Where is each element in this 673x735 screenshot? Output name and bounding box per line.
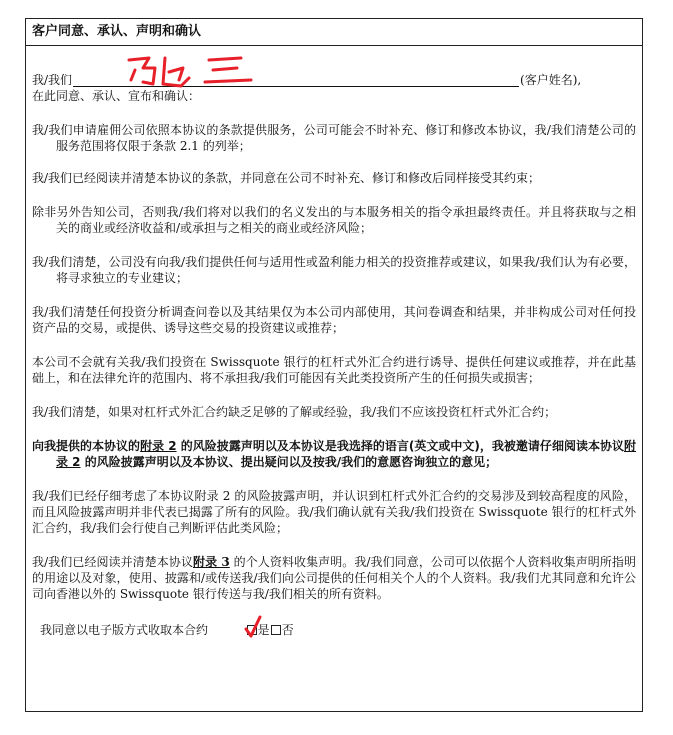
section-title: 客户同意、承认、声明和确认 [26, 19, 642, 46]
bold-clause-text: 的风险披露声明以及本协议是我选择的语言(英文或中文)，我被邀请仔细阅读本协议 [176, 439, 624, 453]
clause-instruction-liability: 除非另外告知公司，否则我/我们将对以我们的名义发出的与本服务相关的指令承担最终责任。并且将获取与之相关的商业或经济收益和/或承担与之相关的商业或经济风险； [32, 205, 636, 235]
name-suffix: (客户姓名), [520, 73, 582, 87]
clause-no-inducement: 本公司不会就有关我/我们投资在 Swissquote 银行的杠杆式外汇合约进行诱导、提供任何建议或推荐，并在此基础上，和在法律允许的范围内、将不承担我/我们可能因有关此类投资所产生的任何损失或损害； [32, 355, 636, 385]
consent-no-checkbox[interactable] [271, 625, 281, 635]
handwritten-signature [123, 50, 273, 92]
appendix-2-link[interactable]: 附录 2 [56, 439, 636, 469]
client-name-line [32, 72, 636, 88]
clause-no-recommendation: 我/我们清楚，公司没有向我/我们提供任何与适用性或盈利能力相关的投资推荐或建议，如果我/我们认为有必要，将寻求独立的专业建议； [32, 255, 636, 285]
client-name-field[interactable] [73, 72, 519, 87]
privacy-clause-text: 我/我们已经阅读并清楚本协议 [32, 555, 194, 569]
consent-label: 我同意以电子版方式收取本合约 [40, 623, 209, 637]
name-prefix: 我/我们 [32, 73, 73, 87]
clause-read-terms: 我/我们已经阅读并清楚本协议的条款，并同意在公司不时补充、修订和修改后同样接受其约束； [32, 171, 541, 185]
privacy-clause-text: 的个人资料收集声明。我/我们同意，公司可以依据个人资料收集声明所指明的用途以及对象，使用、披露和/或传送我/我们向公司提供的任何相关个人的个人资料。我/我们尤其同意和允许公司向香港以外的 Swissquote 银行传送与我/我们相关的所有资料。 [32, 555, 637, 601]
consent-form-box [25, 18, 643, 712]
clause-questionnaire: 我/我们清楚任何投资分析调查问卷以及其结果仅为本公司内部使用，其问卷调查和结果，并非构成公司对任何投资产品的交易，或提供、诱导这些交易的投资建议或推荐； [32, 305, 636, 335]
consent-no-label: 否 [281, 623, 294, 637]
form-content [26, 46, 642, 638]
consent-yes-label: 是 [257, 623, 270, 637]
appendix-3-link[interactable]: 附录 3 [193, 555, 230, 569]
clause-experience: 我/我们清楚，如果对杠杆式外汇合约缺乏足够的了解或经验，我/我们不应该投资杠杆式外汇合约； [32, 405, 557, 419]
clause-privacy [32, 554, 636, 602]
clause-risk-disclosure-language [32, 438, 636, 470]
clause-risk-acknowledgement: 我/我们已经仔细考虑了本协议附录 2 的风险披露声明，并认识到杠杆式外汇合约的交易涉及到较高程度的风险，而且风险披露声明并非代表已揭露了所有的风险。我/我们确认就有关我/我们投资在 Swissquote 银行的杠杆式外汇合约，我/我们会行使自己判断评估此类风险； [32, 489, 636, 535]
clause-service-scope: 我/我们申请雇佣公司依照本协议的条款提供服务，公司可能会不时补充、修订和修改本协议，我/我们清楚公司的服务范围将仅限于条款 2.1 的列举； [32, 123, 636, 153]
checkmark-icon [244, 616, 262, 638]
consent-yes-checkbox[interactable] [247, 625, 257, 635]
bold-clause-text: 向我提供的本协议的 [32, 439, 141, 453]
electronic-consent-row [32, 622, 636, 638]
bold-clause-text: 的风险披露声明以及本协议、提出疑问以及按我/我们的意愿咨询独立的意见； [80, 455, 498, 469]
appendix-2-link[interactable]: 附录 2 [140, 439, 177, 453]
intro-line: 在此同意、承认、宣布和确认： [32, 89, 201, 103]
